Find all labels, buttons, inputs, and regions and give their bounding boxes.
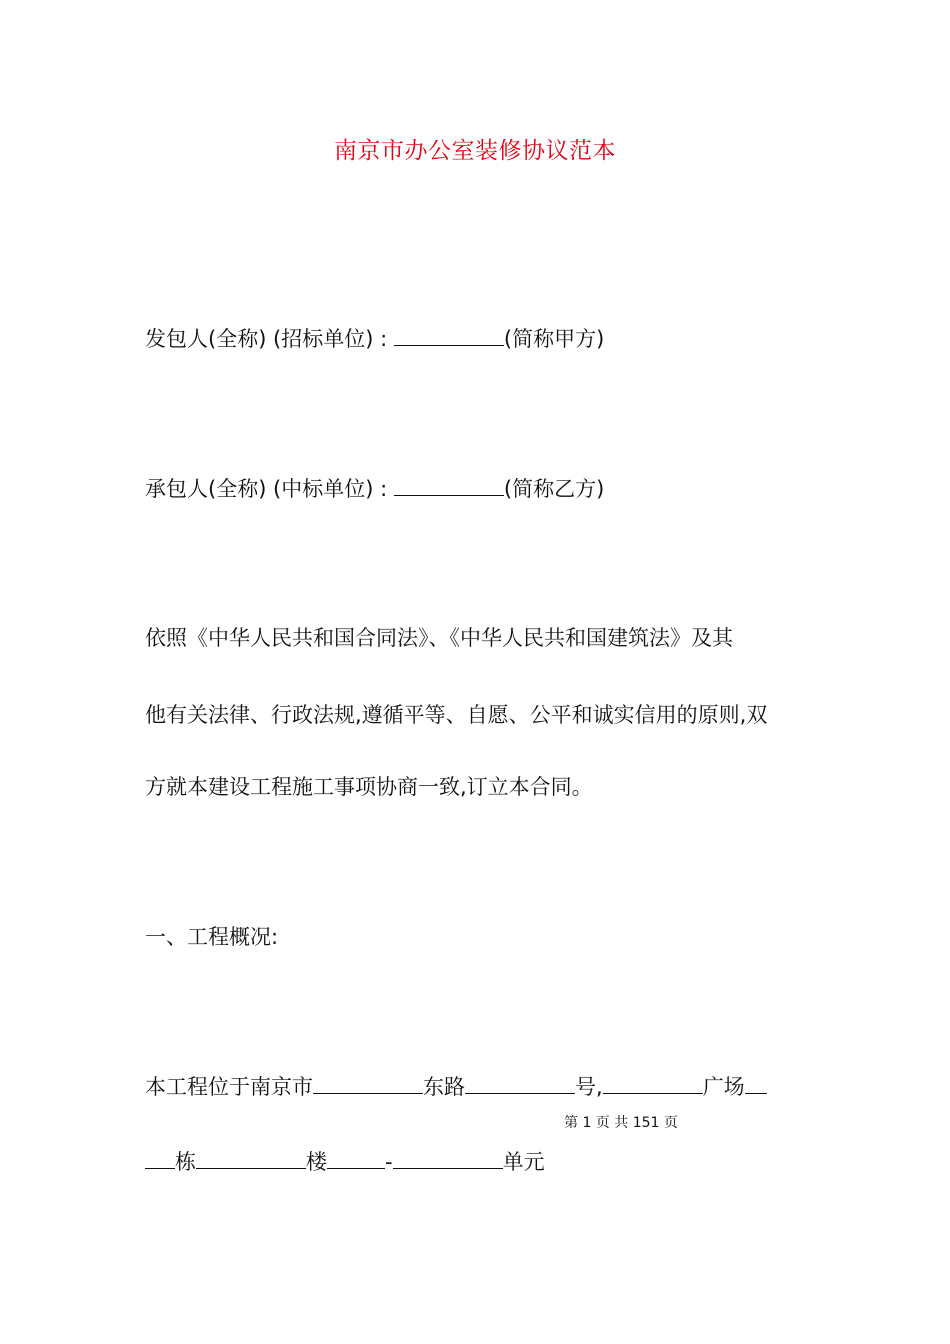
section-heading: 一、工程概况: [145, 925, 279, 949]
location-text-number: 号, [575, 1075, 603, 1099]
floor-blank [196, 1148, 306, 1169]
road-blank [465, 1073, 575, 1094]
page-footer: 第 1 页 共 151 页 [564, 1115, 678, 1131]
contractor-line [145, 474, 604, 504]
location-text-unit: 单元 [502, 1150, 545, 1174]
location-text-dash: - [385, 1150, 393, 1174]
document-title: 南京市办公室装修协议范本 [334, 138, 616, 164]
employer-label: 发包人(全称) (招标单位) : [145, 327, 394, 351]
basis-paragraph-line-3: 方就本建设工程施工事项协商一致,订立本合同。 [145, 775, 593, 799]
contractor-name-blank [394, 475, 504, 496]
city-blank [313, 1073, 423, 1094]
employer-name-blank [394, 325, 504, 346]
basis-paragraph-line-2: 他有关法律、行政法规,遵循平等、自愿、公平和诚实信用的原则,双 [145, 703, 768, 727]
employer-abbr: (简称甲方) [503, 327, 605, 351]
contractor-label: 承包人(全称) (中标单位) : [145, 477, 394, 501]
number-blank [603, 1073, 703, 1094]
location-text-plaza: 广场 [702, 1075, 745, 1099]
unit-start-blank [327, 1148, 385, 1169]
basis-paragraph-line-1: 依照《中华人民共和国合同法》、《中华人民共和国建筑法》及其 [145, 626, 733, 650]
location-text-building: 栋 [175, 1150, 196, 1174]
location-text-floor: 楼 [306, 1150, 327, 1174]
location-text-road: 东路 [423, 1075, 465, 1099]
location-text-city: 本工程位于南京市 [145, 1075, 313, 1099]
employer-line [145, 324, 604, 354]
unit-end-blank [393, 1148, 503, 1169]
location-line-2 [145, 1147, 545, 1177]
contractor-abbr: (简称乙方) [503, 477, 605, 501]
plaza-blank [745, 1073, 767, 1094]
location-line-1 [145, 1072, 767, 1102]
building-number-blank [145, 1148, 175, 1169]
